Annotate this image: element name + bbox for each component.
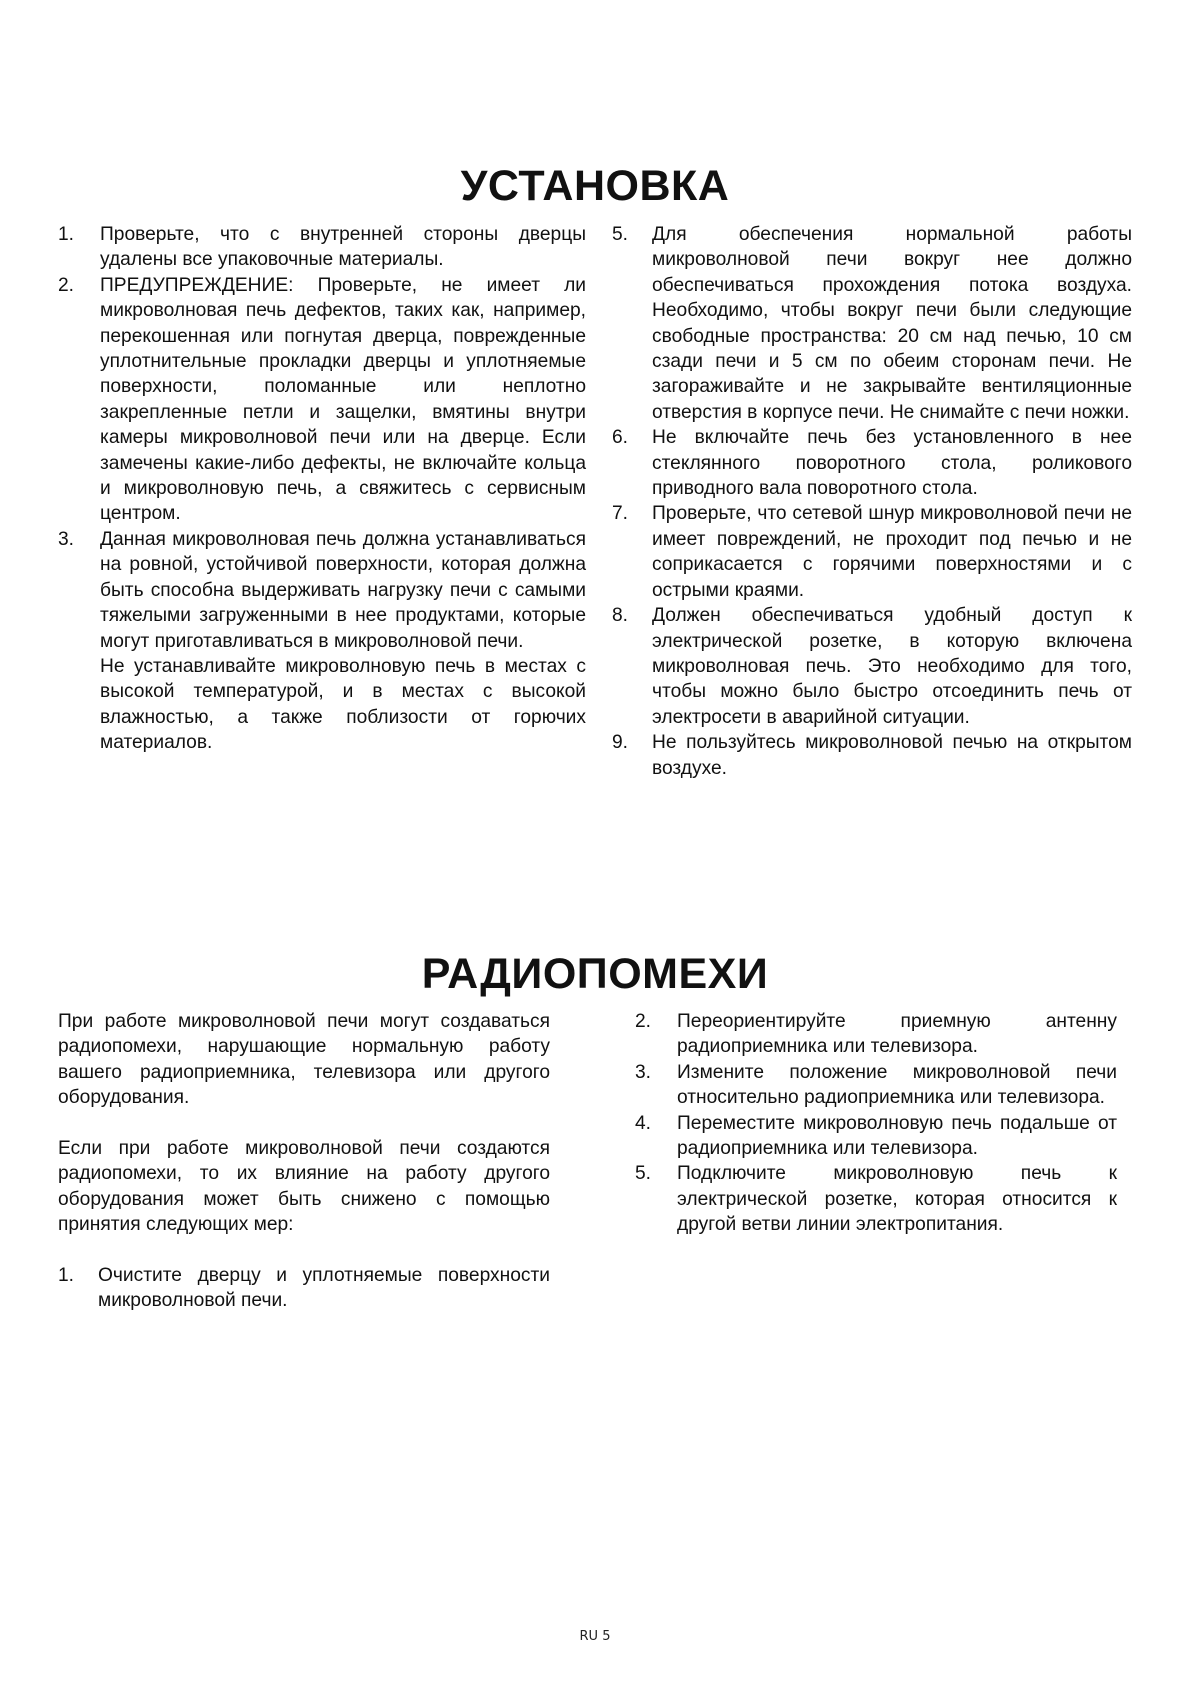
item-number: 3.	[58, 528, 75, 550]
item-number: 9.	[612, 732, 629, 754]
list-item	[635, 1111, 1117, 1162]
list-item	[58, 1263, 550, 1314]
list-item	[612, 501, 1132, 603]
interference-intro: При работе микроволновой печи могут создаваться радиопомехи, нарушающие нормальную работу вашего радиоприемника, телевизора или другого оборудования.	[58, 1011, 550, 1109]
item-number: 1.	[58, 224, 75, 245]
item-text: Данная микроволновая печь должна устанавливаться на ровной, устойчивой поверхности, которая должна быть способна выдерживать нагрузку печи с самыми тяжелыми загруженными в нее продуктами, которые могут приготавливаться в микроволновой печи.	[100, 528, 586, 652]
item-text: Проверьте, что сетевой шнур микроволновой печи не имеет повреждений, не проходит под печью и не соприкасается с горячими поверхностями и с острыми краями.	[652, 503, 1132, 601]
list-item	[612, 425, 1132, 501]
installation-right-column	[612, 222, 1132, 781]
page-number: RU 5	[579, 1629, 611, 1644]
interference-right-column	[635, 1009, 1117, 1238]
item-number: 7.	[612, 503, 629, 525]
list-item	[612, 222, 1132, 425]
interference-left-column	[58, 1009, 550, 1314]
item-text: Переместите микроволновую печь подальше от радиоприемника или телевизора.	[677, 1112, 1117, 1160]
interference-intro-measures: Если при работе микроволновой печи создаются радиопомехи, то их влияние на работу другого оборудования может быть снижено с помощью принятия следующих мер:	[58, 1138, 550, 1236]
item-text: Не пользуйтесь микроволновой печью на открытом воздухе.	[652, 732, 1132, 779]
item-text: ПРЕДУПРЕЖДЕНИЕ: Проверьте, не имеет ли микроволновая печь дефектов, таких как, например, перекошенная или погнутая дверца, поврежденные уплотнительные прокладки дверцы и уплотняемые поверхности, поломанные или неплотно закрепленные петли и защелки, вмятины внутри камеры микроволновой печи или на дверце. Если замечены какие-либо дефекты, не включайте кольца и микроволновую печь, а свяжитесь с сервисным центром.	[100, 274, 586, 525]
item-number: 4.	[635, 1112, 652, 1134]
item-number: 2.	[635, 1011, 652, 1032]
interference-title: РАДИОПОМЕХИ	[421, 950, 769, 998]
item-text: Проверьте, что с внутренней стороны дверцы удалены все упаковочные материалы.	[100, 224, 586, 271]
list-item	[635, 1009, 1117, 1060]
item-number: 5.	[612, 224, 629, 245]
item-number: 1.	[58, 1265, 75, 1287]
paragraph-gap	[58, 1238, 550, 1263]
item-text: Переориентируйте приемную антенну радиоприемника или телевизора.	[677, 1011, 1117, 1058]
list-item	[635, 1161, 1117, 1237]
list-item	[612, 730, 1132, 781]
list-item	[635, 1060, 1117, 1111]
item-number: 8.	[612, 605, 629, 627]
item-number: 2.	[58, 274, 75, 296]
item-text: Должен обеспечиваться удобный доступ к электрической розетке, в которую включена микроволновая печь. Это необходимо для того, чтобы можно было быстро отсоединить печь от электросети в аварийной ситуации.	[652, 605, 1132, 728]
item-text: Для обеспечения нормальной работы микроволновой печи вокруг нее должно обеспечиваться прохождения потока воздуха. Необходимо, чтобы вокруг печи были следующие свободные пространства: 20 см над печью, 10 см сзади печи и 5 см по обеим сторонам печи. Не загораживайте и не закрывайте вентиляционные отверстия в корпусе печи. Не снимайте с печи ножки.	[652, 224, 1132, 423]
list-item	[58, 273, 586, 527]
installation-title: УСТАНОВКА	[460, 162, 730, 210]
list-item	[58, 222, 586, 273]
item-number: 5.	[635, 1163, 652, 1185]
item-number: 3.	[635, 1061, 652, 1083]
item-number: 6.	[612, 427, 629, 449]
installation-left-column	[58, 222, 586, 756]
paragraph-gap	[58, 1111, 550, 1136]
item-text: Подключите микроволновую печь к электрической розетке, которая относится к другой ветви линии электропитания.	[677, 1163, 1117, 1236]
list-item	[58, 527, 586, 756]
item-text-continued: Не устанавливайте микроволновую печь в местах с высокой температурой, и в местах с высокой влажностью, а также поблизости от горючих материалов.	[100, 655, 586, 754]
item-text: Измените положение микроволновой печи относительно радиоприемника или телевизора.	[677, 1061, 1117, 1109]
list-item	[612, 603, 1132, 730]
item-text: Не включайте печь без установленного в нее стеклянного поворотного стола, роликового приводного вала поворотного стола.	[652, 427, 1132, 500]
item-text: Очистите дверцу и уплотняемые поверхности микроволновой печи.	[98, 1265, 550, 1312]
